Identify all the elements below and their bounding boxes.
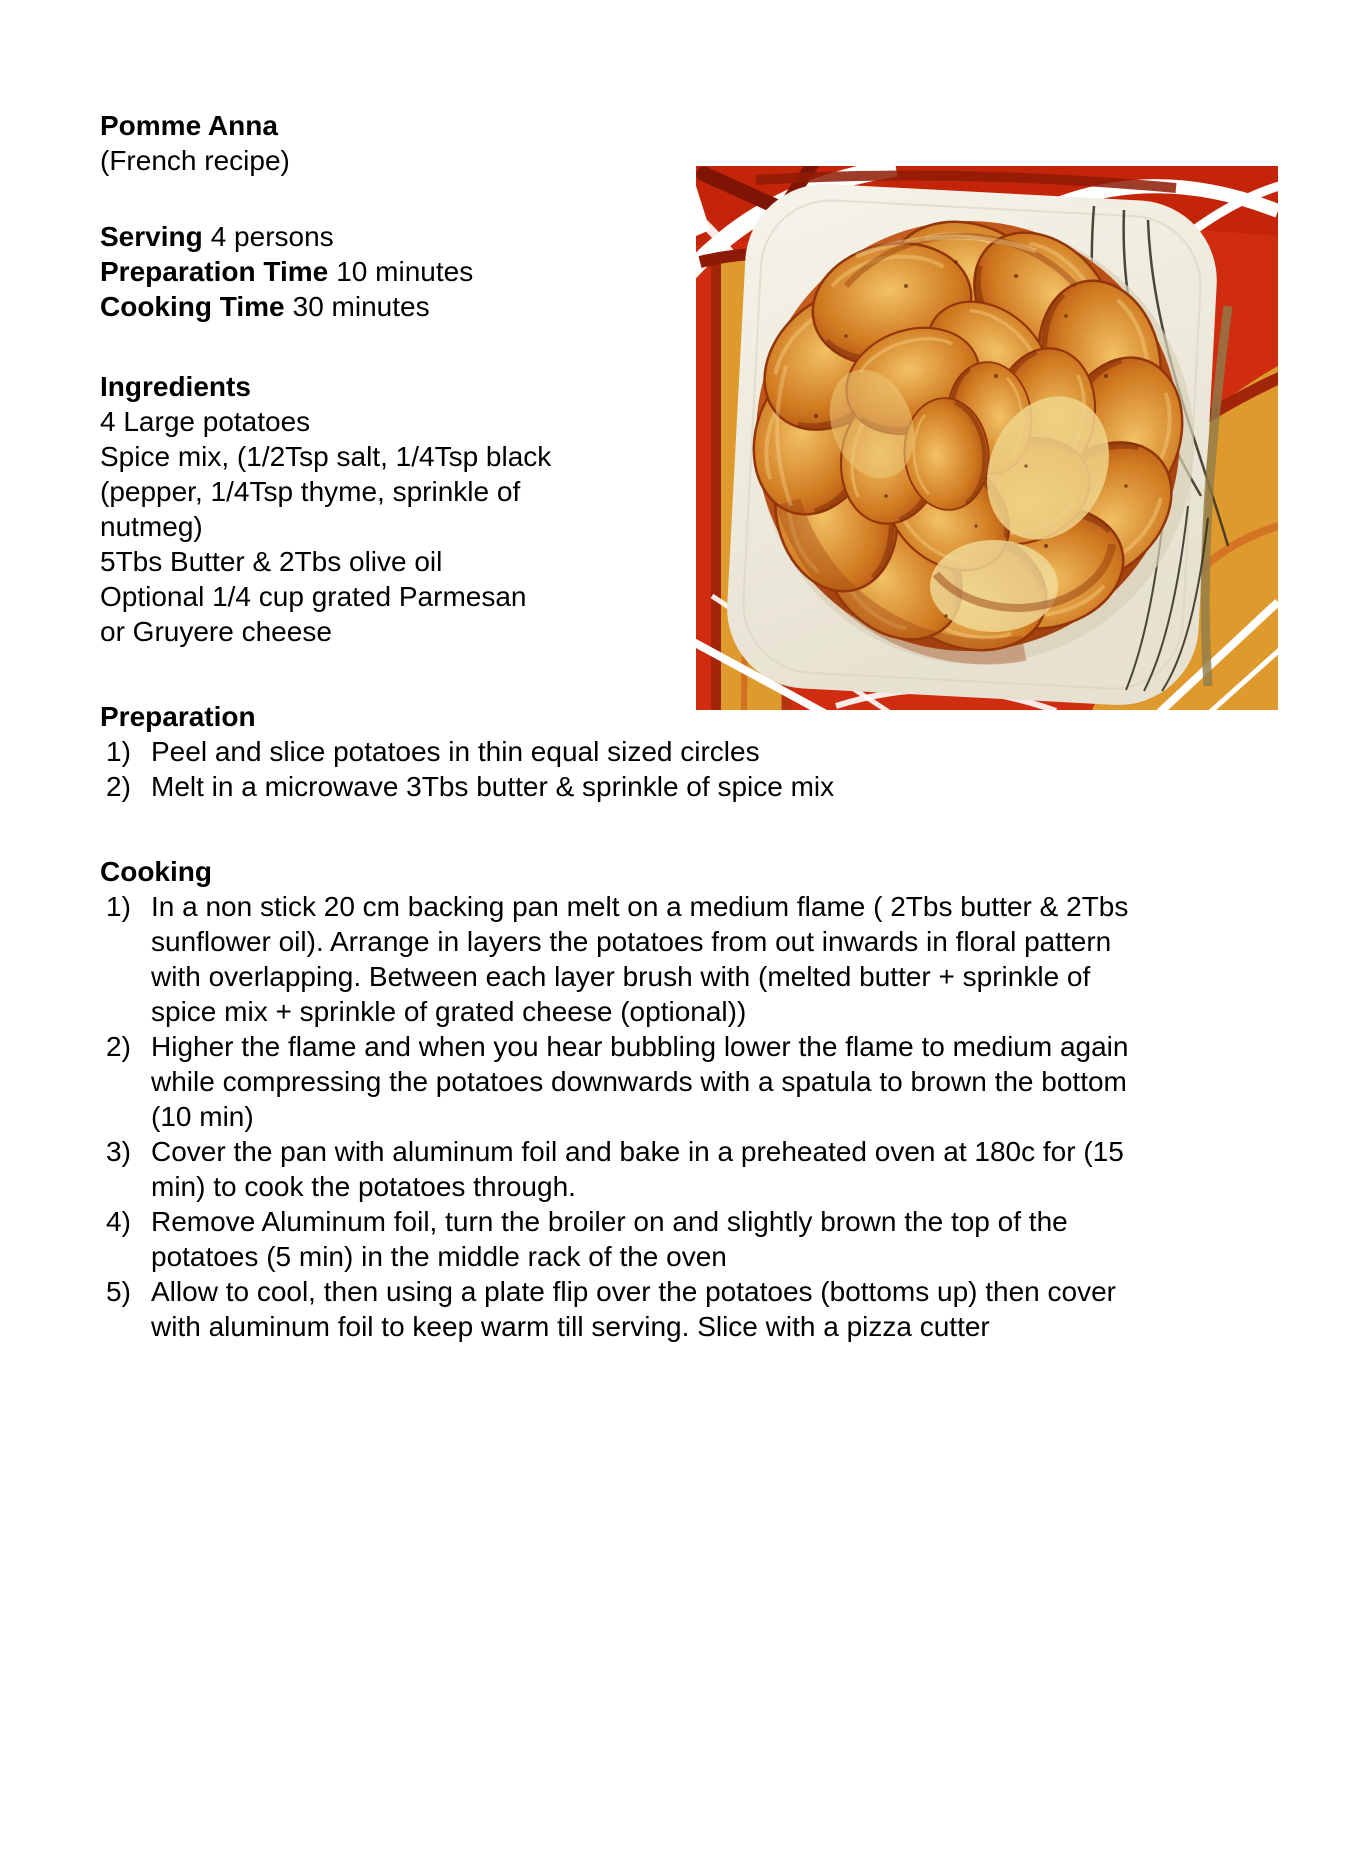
ingredient-line: (pepper, 1/4Tsp thyme, sprinkle of	[100, 476, 521, 507]
ingredient-line: 5Tbs Butter & 2Tbs olive oil	[100, 546, 443, 577]
ingredient-line: nutmeg)	[100, 511, 203, 542]
cooking-heading: Cooking	[100, 856, 212, 887]
ingredient-line: 4 Large potatoes	[100, 406, 311, 437]
step-line: with overlapping. Between each layer brush with (melted butter + sprinkle of	[151, 961, 1091, 992]
step-text	[151, 1134, 1124, 1204]
ingredients-section	[100, 369, 551, 649]
preparation-step	[100, 734, 834, 769]
step-text	[151, 1029, 1128, 1134]
meta-prep-time	[100, 254, 473, 289]
step-line: Cover the pan with aluminum foil and bake in a preheated oven at 180c for (15	[151, 1136, 1124, 1167]
meta-cook-time	[100, 289, 473, 324]
step-text	[151, 1274, 1116, 1344]
preparation-heading: Preparation	[100, 701, 256, 732]
step-number: 1)	[106, 736, 131, 767]
step-number: 3)	[106, 1136, 131, 1167]
cooking-step	[100, 1134, 1128, 1204]
step-text: Peel and slice potatoes in thin equal sized circles	[151, 736, 760, 767]
step-line: In a non stick 20 cm backing pan melt on a medium flame ( 2Tbs butter & 2Tbs	[151, 891, 1129, 922]
meta-block	[100, 219, 473, 324]
title-block	[100, 108, 290, 178]
step-text	[151, 889, 1128, 1029]
step-line: Remove Aluminum foil, turn the broiler on and slightly brown the top of the	[151, 1206, 1068, 1237]
page-subtitle: (French recipe)	[100, 145, 290, 176]
step-line: min) to cook the potatoes through.	[151, 1171, 576, 1202]
meta-prep-time-label: Preparation Time	[100, 256, 329, 287]
step-line: while compressing the potatoes downwards with a spatula to brown the bottom	[151, 1066, 1127, 1097]
step-number: 5)	[106, 1276, 131, 1307]
meta-serving-label: Serving	[100, 221, 203, 252]
meta-cook-time-value: 30 minutes	[292, 291, 430, 322]
ingredient-line: or Gruyere cheese	[100, 616, 332, 647]
step-line: with aluminum foil to keep warm till serving. Slice with a pizza cutter	[151, 1311, 990, 1342]
step-line: Allow to cool, then using a plate flip over the potatoes (bottoms up) then cover	[151, 1276, 1117, 1307]
meta-serving-value: 4 persons	[210, 221, 334, 252]
page-title: Pomme Anna	[100, 110, 278, 141]
meta-serving	[100, 219, 473, 254]
ingredients-heading: Ingredients	[100, 371, 251, 402]
step-text	[151, 1204, 1068, 1274]
step-number: 1)	[106, 891, 131, 922]
preparation-step	[100, 769, 834, 804]
step-line: potatoes (5 min) in the middle rack of the oven	[151, 1241, 727, 1272]
cooking-step	[100, 1204, 1128, 1274]
cooking-section	[100, 854, 1128, 1344]
step-line: spice mix + sprinkle of grated cheese (optional))	[151, 996, 747, 1027]
step-number: 2)	[106, 771, 131, 802]
step-number: 2)	[106, 1031, 131, 1062]
cooking-step	[100, 889, 1128, 1029]
step-line: Higher the flame and when you hear bubbling lower the flame to medium again	[151, 1031, 1129, 1062]
meta-prep-time-value: 10 minutes	[336, 256, 474, 287]
cooking-step	[100, 1274, 1128, 1344]
step-line: (10 min)	[151, 1101, 254, 1132]
meta-cook-time-label: Cooking Time	[100, 291, 285, 322]
cooking-step	[100, 1029, 1128, 1134]
step-number: 4)	[106, 1206, 131, 1237]
ingredient-line: Spice mix, (1/2Tsp salt, 1/4Tsp black	[100, 441, 552, 472]
step-text: Melt in a microwave 3Tbs butter & sprinkle of spice mix	[151, 771, 835, 802]
preparation-section	[100, 699, 834, 804]
step-line: sunflower oil). Arrange in layers the potatoes from out inwards in floral pattern	[151, 926, 1112, 957]
recipe-photo	[696, 166, 1278, 710]
ingredient-line: Optional 1/4 cup grated Parmesan	[100, 581, 527, 612]
